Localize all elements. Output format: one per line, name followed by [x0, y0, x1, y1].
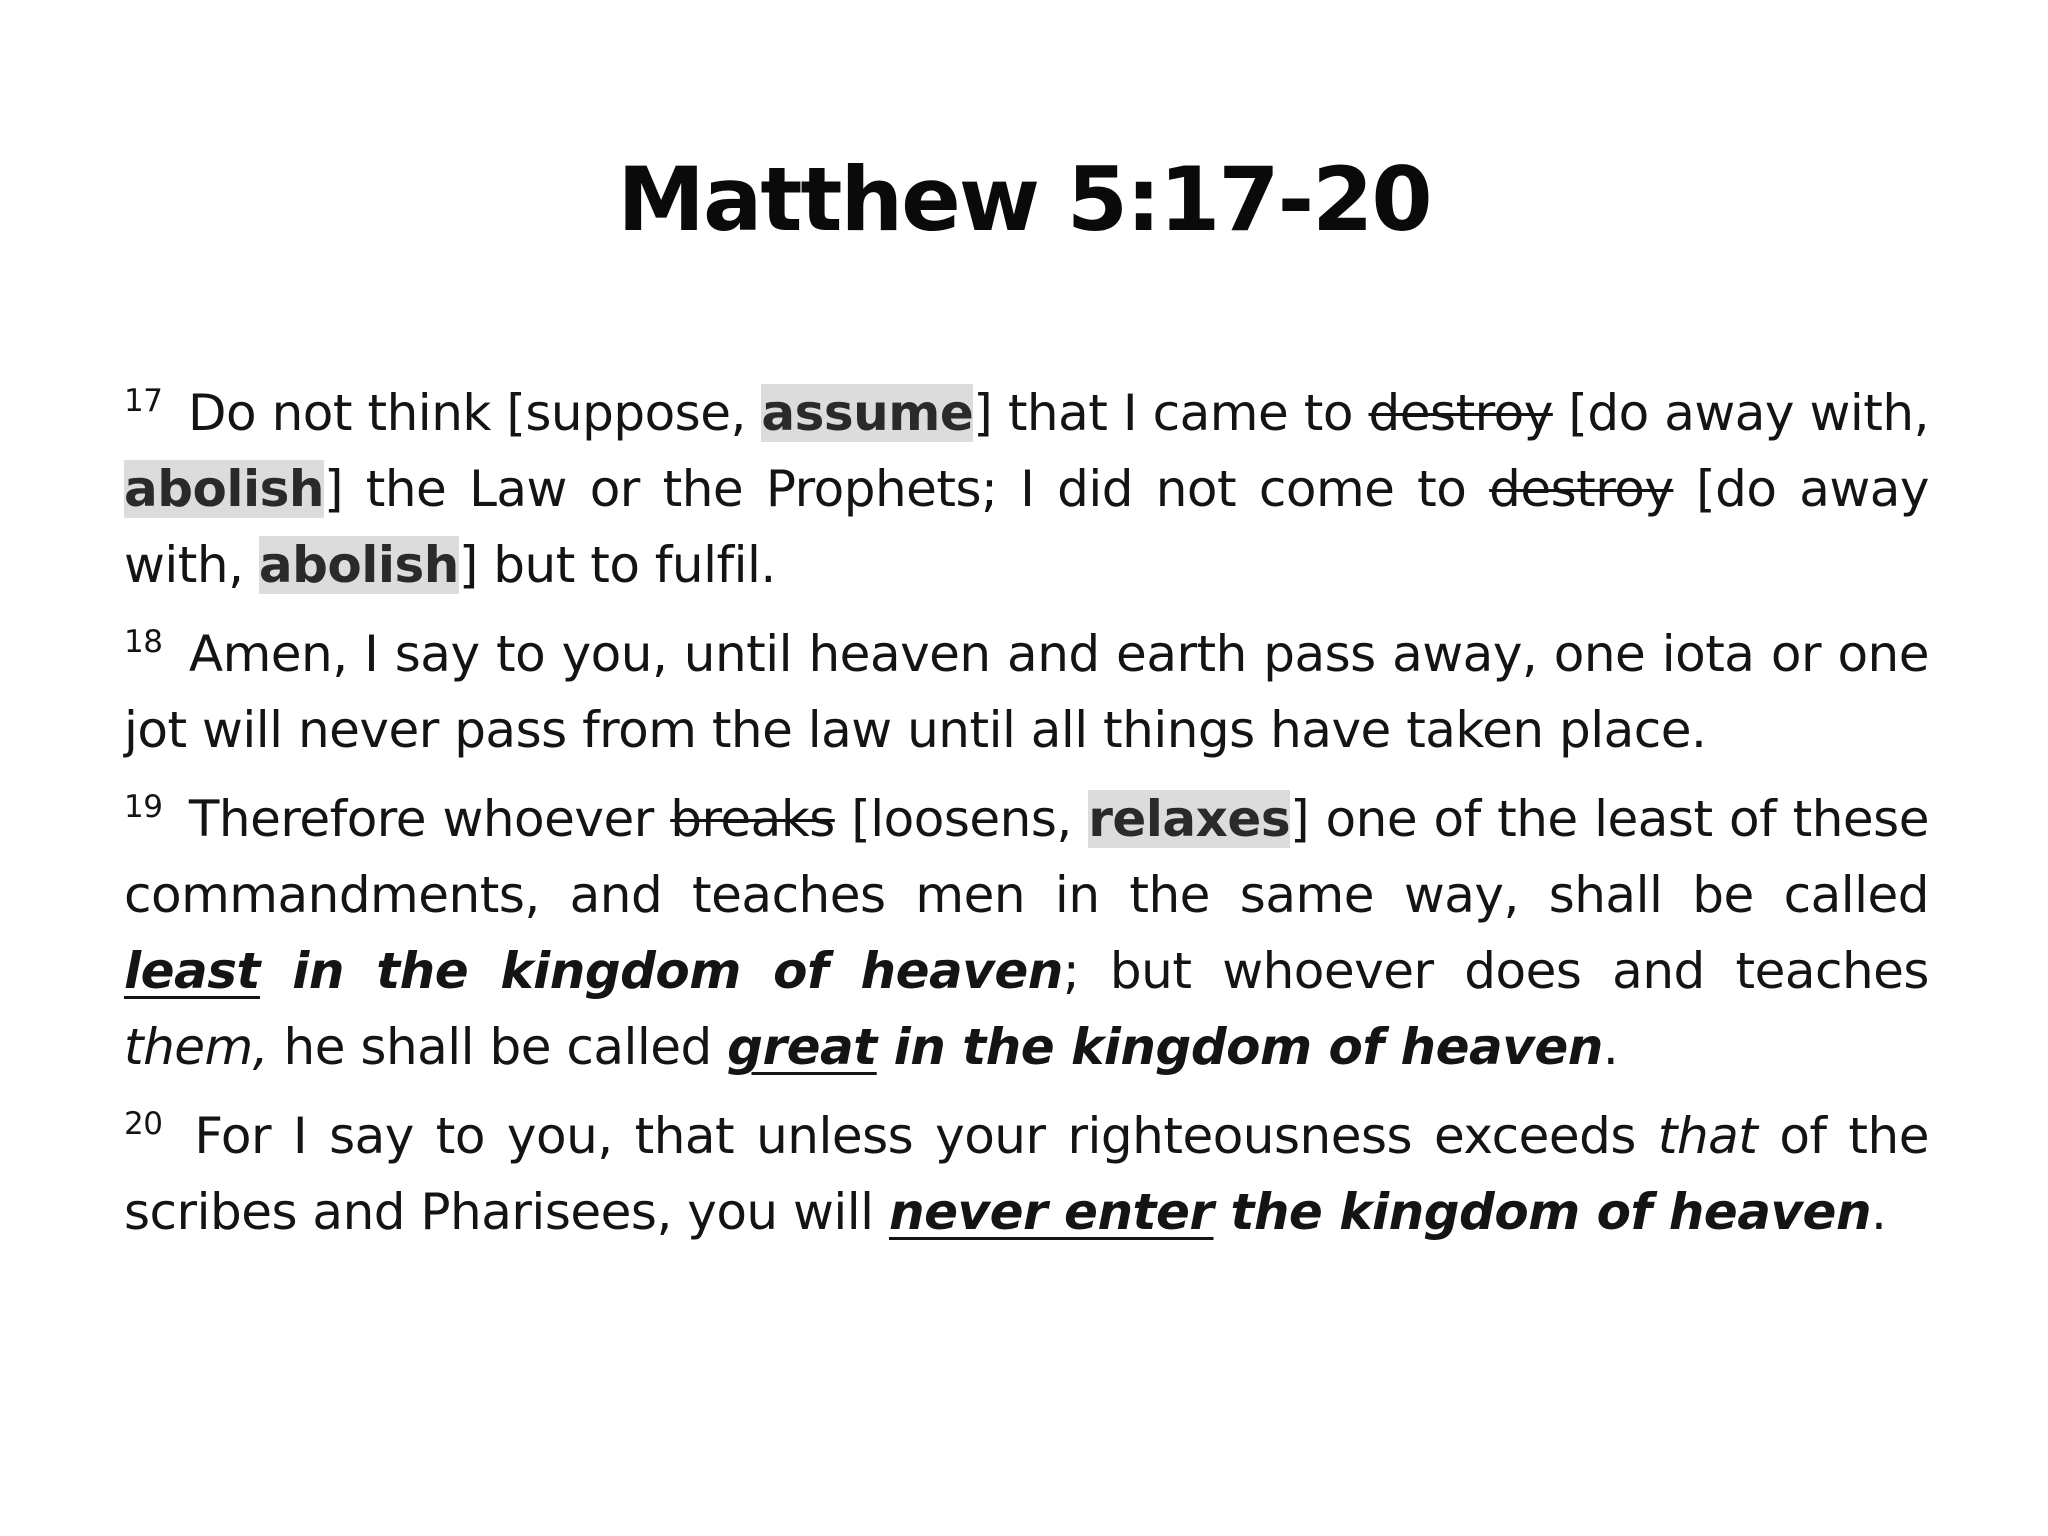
verse-text: ] one of the least of these commandments, and teaches men in the same way, shall be called — [124, 790, 1929, 924]
verse-19 — [124, 781, 1929, 1085]
emphasized-phrase: in the kingdom of heaven — [876, 1018, 1603, 1076]
emphasized-underlined-word: least — [124, 942, 260, 1000]
highlighted-word: abolish — [258, 536, 459, 594]
struck-word: destroy — [1489, 460, 1674, 518]
verse-text: ; but whoever does and teaches — [1062, 942, 1929, 1000]
verse-number: 17 — [124, 383, 163, 419]
emphasized-phrase: in the kingdom of heaven — [259, 942, 1063, 1000]
verse-text: . — [1602, 1018, 1619, 1076]
verse-text: ] but to fulfil. — [458, 536, 776, 594]
highlighted-word: assume — [761, 384, 974, 442]
emphasized-underlined-phrase: never enter — [888, 1183, 1214, 1241]
verse-text: [do away with, — [1552, 384, 1929, 442]
verse-number: 18 — [124, 624, 163, 660]
verse-text: he shall be called — [268, 1018, 728, 1076]
verse-text: Amen, I say to you, until heaven and earth pass away, one iota or one jot will never pass from the law until all things have taken place. — [124, 625, 1929, 759]
verse-text: Do not think [suppose, — [172, 384, 762, 442]
verse-text: [do away with, — [124, 460, 1929, 594]
verse-text: [loosens, — [834, 790, 1089, 848]
verse-18 — [124, 616, 1929, 768]
verse-text: of the scribes and Pharisees, you will — [124, 1107, 1929, 1241]
italic-word: them, — [124, 1018, 269, 1076]
struck-word: destroy — [1368, 384, 1553, 442]
struck-word: breaks — [670, 790, 835, 848]
verse-text: ] the Law or the Prophets; I did not come to — [324, 460, 1490, 518]
italic-word: that — [1657, 1107, 1758, 1165]
verse-text: . — [1871, 1183, 1887, 1241]
verse-20 — [124, 1098, 1929, 1250]
emphasized-phrase: the kingdom of heaven — [1213, 1183, 1872, 1241]
emphasized-underlined-word: great — [727, 1018, 877, 1076]
verse-number: 19 — [124, 789, 163, 825]
verse-text: ] that I came to — [973, 384, 1369, 442]
verse-text: For I say to you, that unless your righteousness exceeds — [172, 1107, 1658, 1165]
slide-title: Matthew 5:17-20 — [617, 148, 1431, 251]
verse-17 — [124, 375, 1929, 603]
highlighted-word: abolish — [124, 460, 325, 518]
highlighted-word: relaxes — [1088, 790, 1291, 848]
verse-text: Therefore whoever — [172, 790, 671, 848]
verse-number: 20 — [124, 1106, 163, 1142]
scripture-passage — [124, 375, 1929, 1263]
